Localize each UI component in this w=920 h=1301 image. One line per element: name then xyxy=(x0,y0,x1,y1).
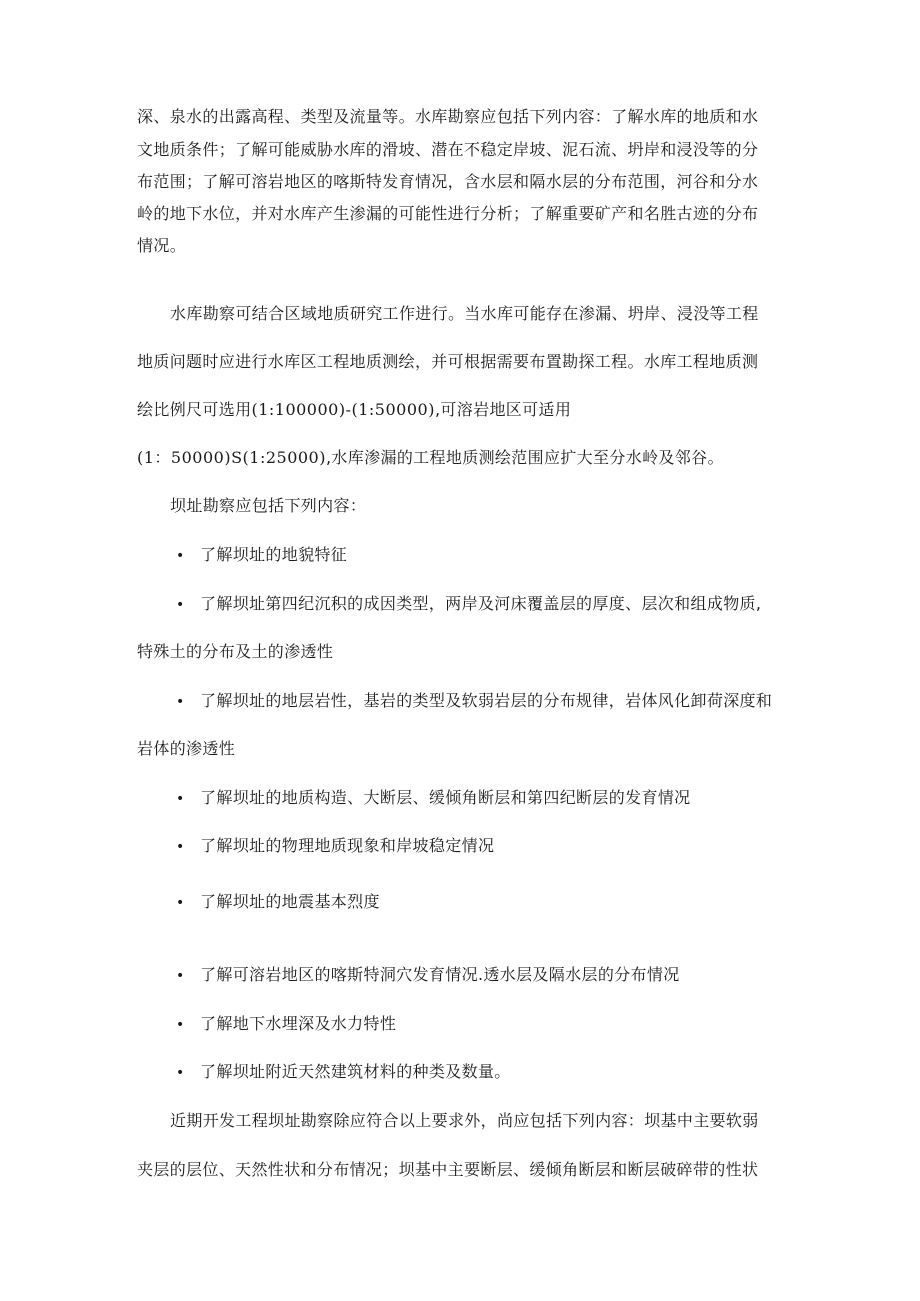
list-item xyxy=(176,965,680,986)
paragraph-2-line-1: 水库勘察可结合区域地质研究工作进行。当水库可能存在渗漏、坍岸、浸没等工程 xyxy=(170,304,759,323)
list-item-text: 了解坝址的地层岩性，基岩的类型及软弱岩层的分布规律，岩体风化卸荷深度和 xyxy=(200,691,773,710)
list-item-text: 了解坝址的地震基本烈度 xyxy=(200,892,380,911)
paragraph-3-line-2: 夹层的层位、天然性状和分布情况；坝基中主要断层、缓倾角断层和断层破碎带的性状 xyxy=(137,1160,759,1179)
list-item-continuation: 特殊土的分布及土的渗透性 xyxy=(137,642,334,661)
paragraph-2-line-2: 地质问题时应进行水库区工程地质测绘，并可根据需要布置勘探工程。水库工程地质测 xyxy=(137,352,759,371)
paragraph-1-line-1: 深、泉水的出露高程、类型及流量等。水库勘察应包括下列内容：了解水库的地质和水 xyxy=(137,107,759,126)
list-item-text: 了解可溶岩地区的喀斯特洞穴发育情况.透水层及隔水层的分布情况 xyxy=(200,965,680,984)
list-item-text: 了解坝址的地质构造、大断层、缓倾角断层和第四纪断层的发育情况 xyxy=(200,788,691,807)
list-item-continuation: 岩体的渗透性 xyxy=(137,739,236,758)
bullet-icon: • xyxy=(176,968,185,984)
list-item xyxy=(176,836,494,857)
scale-text-prefix: 绘比例尺可选用 xyxy=(137,400,252,419)
paragraph-1-line-2: 文地质条件；了解可能威胁水库的滑坡、潜在不稳定岸坡、泥石流、坍岸和浸没等的分 xyxy=(137,140,759,159)
list-item xyxy=(176,594,761,615)
bullet-icon: • xyxy=(176,1065,185,1081)
dam-site-intro: 坝址勘察应包括下列内容： xyxy=(170,496,367,515)
list-item xyxy=(176,788,691,809)
bullet-icon: • xyxy=(176,597,185,613)
paragraph-1-line-3: 布范围；了解可溶岩地区的喀斯特发育情况，含水层和隔水层的分布范围，河谷和分水 xyxy=(137,172,759,191)
list-item xyxy=(176,691,772,712)
list-item-text: 了解坝址附近天然建筑材料的种类及数量。 xyxy=(200,1062,511,1081)
list-item xyxy=(176,1062,511,1083)
list-item-text: 了解地下水埋深及水力特性 xyxy=(200,1014,397,1033)
bullet-icon: • xyxy=(176,1017,185,1033)
list-item-text: 了解坝址第四纪沉积的成因类型，两岸及河床覆盖层的厚度、层次和组成物质, xyxy=(200,594,762,613)
paragraph-2-line-4 xyxy=(137,448,724,468)
bullet-icon: • xyxy=(176,694,185,710)
bullet-icon: • xyxy=(176,548,185,564)
list-item xyxy=(176,892,380,913)
list-item xyxy=(176,1014,396,1035)
leakage-range-text: ,水库渗漏的工程地质测绘范围应扩大至分水岭及邻谷。 xyxy=(325,448,724,467)
list-item xyxy=(176,545,347,566)
list-item-text: 了解坝址的物理地质现象和岸坡稳定情况 xyxy=(200,836,495,855)
scale-ratio-2: (1：50000)S(1:25000) xyxy=(137,448,326,467)
paragraph-1-line-5: 情况。 xyxy=(137,236,187,255)
bullet-icon: • xyxy=(176,839,185,855)
paragraph-3-line-1: 近期开发工程坝址勘察除应符合以上要求外，尚应包括下列内容：坝基中主要软弱 xyxy=(170,1111,759,1130)
paragraph-1-line-4: 岭的地下水位，并对水库产生渗漏的可能性进行分析；了解重要矿产和名胜古迹的分布 xyxy=(137,204,759,223)
bullet-icon: • xyxy=(176,791,185,807)
scale-ratio-1: (1:100000)-(1:50000) xyxy=(251,400,435,419)
bullet-icon: • xyxy=(176,895,185,911)
paragraph-2-line-3 xyxy=(137,400,571,420)
scale-text-suffix: ,可溶岩地区可适用 xyxy=(434,400,572,419)
list-item-text: 了解坝址的地貌特征 xyxy=(200,545,348,564)
